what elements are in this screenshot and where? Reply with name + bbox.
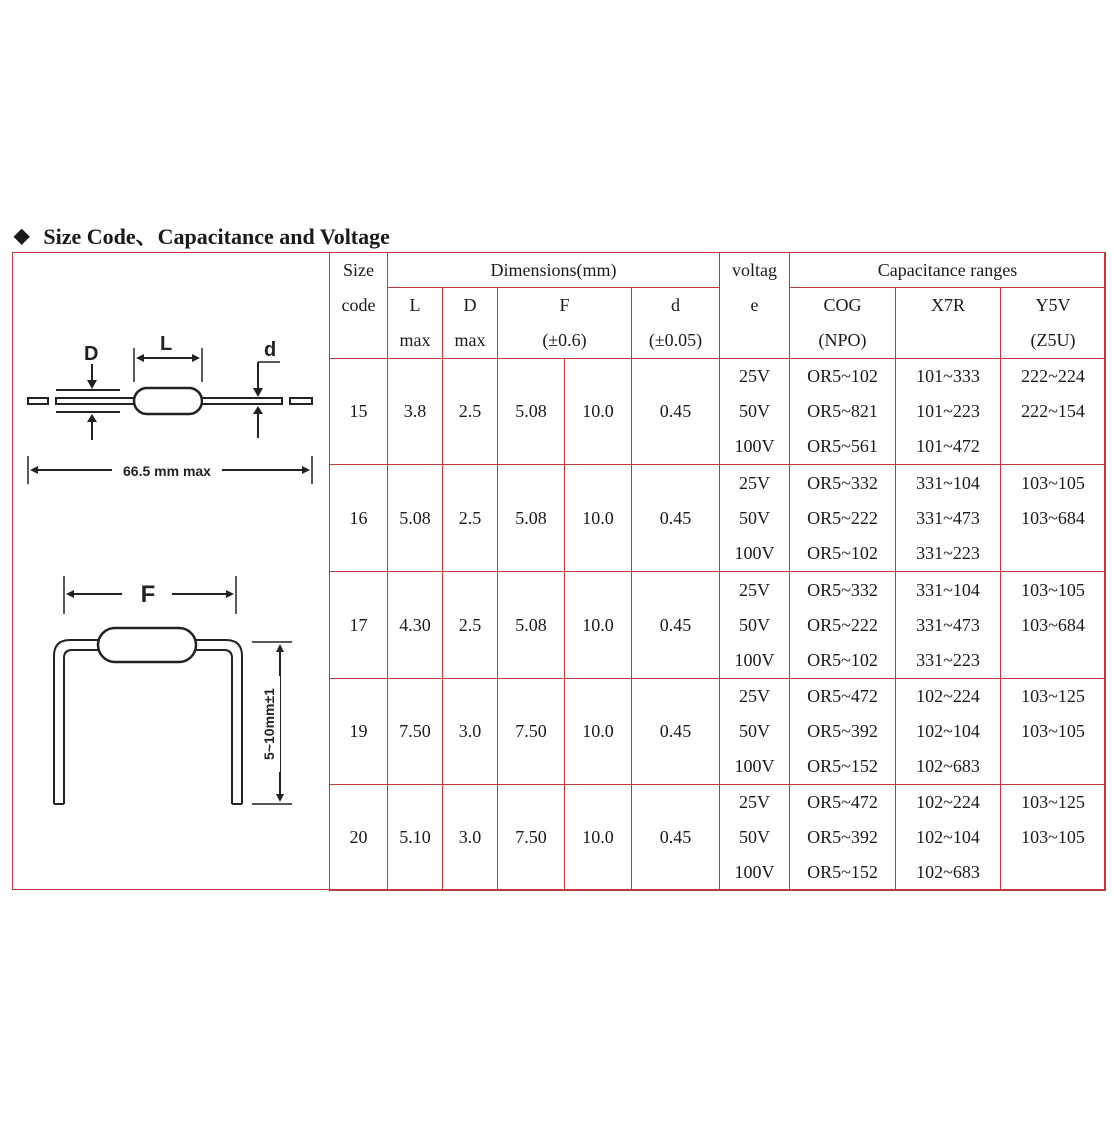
voltage-cell bbox=[720, 785, 790, 891]
y5v-cell-line: 103~105 bbox=[1021, 472, 1085, 493]
voltage-cell-line: 100V bbox=[734, 756, 775, 776]
lead-right-outer bbox=[192, 640, 242, 804]
lead-segment-right-end bbox=[290, 398, 312, 404]
label-L: L bbox=[160, 333, 173, 355]
voltage-cell bbox=[720, 679, 790, 785]
cog-cell-line: OR5~392 bbox=[807, 827, 878, 847]
voltage-cell-line: 25V bbox=[739, 366, 770, 386]
table-row bbox=[330, 785, 1106, 891]
y5v-cell-line bbox=[1001, 855, 1105, 890]
y5v-cell bbox=[1001, 465, 1106, 572]
y5v-cell-line: 103~684 bbox=[1021, 507, 1085, 528]
cog-cell-line: OR5~152 bbox=[807, 756, 878, 776]
x7r-cell bbox=[896, 572, 1001, 679]
voltage-cell-line: 25V bbox=[739, 792, 770, 812]
F-cell: 10.0 bbox=[565, 679, 632, 785]
x7r-cell bbox=[896, 465, 1001, 572]
lead-right-inner bbox=[192, 650, 232, 804]
d-cell: 0.45 bbox=[632, 679, 720, 785]
x7r-cell bbox=[896, 359, 1001, 465]
voltage-cell-line: 25V bbox=[739, 579, 770, 600]
header-row-1 bbox=[330, 253, 1106, 288]
voltage-cell-line: 50V bbox=[739, 721, 770, 741]
y5v-cell-line bbox=[1001, 429, 1105, 464]
header-row-3 bbox=[330, 323, 1106, 359]
y5v-cell bbox=[1001, 572, 1106, 679]
D-cell: 2.5 bbox=[443, 572, 498, 679]
size-cell: 19 bbox=[330, 679, 388, 785]
x7r-cell-line: 102~683 bbox=[916, 756, 980, 776]
x7r-cell-line: 102~683 bbox=[916, 862, 980, 882]
x7r-cell-line: 331~223 bbox=[916, 542, 980, 563]
voltage-cell-line: 50V bbox=[739, 507, 770, 528]
voltage-cell-line: 50V bbox=[739, 401, 770, 421]
header-y5v: Y5V bbox=[1001, 288, 1106, 323]
F-cell: 7.50 bbox=[498, 785, 565, 891]
y5v-cell-line: 103~105 bbox=[1021, 721, 1085, 741]
x7r-cell-line: 101~223 bbox=[916, 401, 980, 421]
cog-cell-line: OR5~102 bbox=[807, 542, 878, 563]
cog-cell-line: OR5~561 bbox=[807, 436, 878, 456]
header-dimensions: Dimensions(mm) bbox=[388, 253, 720, 288]
F-cell: 5.08 bbox=[498, 572, 565, 679]
header-voltage: voltag bbox=[720, 253, 790, 288]
y5v-cell-line bbox=[1001, 643, 1105, 678]
F-cell: 10.0 bbox=[565, 572, 632, 679]
lead-left bbox=[56, 398, 136, 404]
table-row bbox=[330, 465, 1106, 572]
y5v-cell-line: 103~684 bbox=[1021, 614, 1085, 635]
D-cell: 3.0 bbox=[443, 785, 498, 891]
L-cell: 7.50 bbox=[388, 679, 443, 785]
lead-right bbox=[202, 398, 282, 404]
F-cell: 10.0 bbox=[565, 359, 632, 465]
y5v-cell bbox=[1001, 359, 1106, 465]
voltage-cell-line: 100V bbox=[734, 649, 775, 670]
L-cell: 5.10 bbox=[388, 785, 443, 891]
size-cell: 16 bbox=[330, 465, 388, 572]
x7r-cell-line: 102~104 bbox=[916, 721, 980, 741]
y5v-cell-line: 222~154 bbox=[1021, 401, 1085, 421]
F-cell: 10.0 bbox=[565, 785, 632, 891]
x7r-cell bbox=[896, 679, 1001, 785]
formed-lead-figure bbox=[54, 576, 292, 804]
header-row-2 bbox=[330, 288, 1106, 323]
cog-cell-line: OR5~392 bbox=[807, 721, 878, 741]
header-y5v-sub: (Z5U) bbox=[1001, 323, 1106, 359]
voltage-cell-line: 100V bbox=[734, 862, 775, 882]
cog-cell-line: OR5~821 bbox=[807, 401, 878, 421]
cog-cell-line: OR5~332 bbox=[807, 472, 878, 493]
x7r-cell-line: 101~333 bbox=[916, 366, 980, 386]
header-capacitance: Capacitance ranges bbox=[790, 253, 1106, 288]
lead-left-inner bbox=[64, 650, 102, 804]
voltage-cell-line: 50V bbox=[739, 614, 770, 635]
cog-cell-line: OR5~102 bbox=[807, 649, 878, 670]
x7r-cell-line: 331~473 bbox=[916, 507, 980, 528]
header-D-sub: max bbox=[443, 323, 498, 359]
header-size: Size bbox=[330, 253, 388, 288]
height-range-label: 5~10mm±1 bbox=[261, 688, 277, 760]
voltage-cell bbox=[720, 572, 790, 679]
L-cell: 5.08 bbox=[388, 465, 443, 572]
cog-cell bbox=[790, 465, 896, 572]
x7r-cell-line: 331~223 bbox=[916, 649, 980, 670]
L-cell: 3.8 bbox=[388, 359, 443, 465]
cog-cell-line: OR5~152 bbox=[807, 862, 878, 882]
header-d-sub: (±0.05) bbox=[632, 323, 720, 359]
size-cell: 15 bbox=[330, 359, 388, 465]
x7r-cell-line: 331~473 bbox=[916, 614, 980, 635]
cog-cell bbox=[790, 785, 896, 891]
x7r-cell-line: 102~224 bbox=[916, 792, 980, 812]
header-L: L bbox=[388, 288, 443, 323]
cog-cell-line: OR5~472 bbox=[807, 686, 878, 706]
label-d: d bbox=[264, 339, 277, 361]
header-L-sub: max bbox=[388, 323, 443, 359]
y5v-cell bbox=[1001, 679, 1106, 785]
x7r-cell-line: 331~104 bbox=[916, 472, 980, 493]
header-code: code bbox=[330, 288, 388, 323]
cog-cell-line: OR5~222 bbox=[807, 507, 878, 528]
cog-cell bbox=[790, 359, 896, 465]
D-cell: 2.5 bbox=[443, 359, 498, 465]
header-cog: COG bbox=[790, 288, 896, 323]
section-heading bbox=[14, 220, 390, 250]
y5v-cell-line bbox=[1001, 536, 1105, 571]
formed-capacitor-body bbox=[98, 628, 196, 662]
x7r-cell-line: 101~472 bbox=[916, 436, 980, 456]
label-F: F bbox=[140, 581, 156, 608]
lead-left-outer bbox=[54, 640, 102, 804]
y5v-cell-line: 103~105 bbox=[1021, 827, 1085, 847]
x7r-cell-line: 331~104 bbox=[916, 579, 980, 600]
cog-cell-line: OR5~472 bbox=[807, 792, 878, 812]
x7r-cell bbox=[896, 785, 1001, 891]
y5v-cell-line: 222~224 bbox=[1021, 366, 1085, 386]
diamond-bullet-icon: ◆ bbox=[14, 224, 30, 247]
x7r-cell-line: 102~104 bbox=[916, 827, 980, 847]
y5v-cell-line: 103~125 bbox=[1021, 686, 1085, 706]
capacitor-body bbox=[134, 388, 202, 414]
header-x7r: X7R bbox=[896, 288, 1001, 323]
voltage-cell-line: 100V bbox=[734, 542, 775, 563]
F-cell: 5.08 bbox=[498, 359, 565, 465]
section-title: Size Code、Capacitance and Voltage bbox=[43, 223, 390, 249]
D-cell: 2.5 bbox=[443, 465, 498, 572]
dimension-figure-panel bbox=[12, 252, 330, 890]
voltage-cell-line: 100V bbox=[734, 436, 775, 456]
d-cell: 0.45 bbox=[632, 465, 720, 572]
cog-cell-line: OR5~332 bbox=[807, 579, 878, 600]
capacitor-dimension-drawing bbox=[12, 252, 330, 890]
header-d: d bbox=[632, 288, 720, 323]
table-row bbox=[330, 572, 1106, 679]
y5v-cell-line bbox=[1001, 749, 1105, 784]
header-cog-sub: (NPO) bbox=[790, 323, 896, 359]
voltage-cell bbox=[720, 359, 790, 465]
header-D: D bbox=[443, 288, 498, 323]
header-F-sub: (±0.6) bbox=[498, 323, 632, 359]
voltage-cell bbox=[720, 465, 790, 572]
x7r-cell-line: 102~224 bbox=[916, 686, 980, 706]
voltage-cell-line: 50V bbox=[739, 827, 770, 847]
d-cell: 0.45 bbox=[632, 359, 720, 465]
header-voltage-cont: e bbox=[720, 288, 790, 323]
lead-segment-left-end bbox=[28, 398, 48, 404]
voltage-cell-line: 25V bbox=[739, 472, 770, 493]
d-cell: 0.45 bbox=[632, 785, 720, 891]
table-row bbox=[330, 679, 1106, 785]
cog-cell bbox=[790, 679, 896, 785]
voltage-cell-line: 25V bbox=[739, 686, 770, 706]
table-row bbox=[330, 359, 1106, 465]
label-D: D bbox=[84, 343, 99, 365]
cog-cell-line: OR5~102 bbox=[807, 366, 878, 386]
size-code-table bbox=[329, 252, 1106, 891]
y5v-cell-line: 103~105 bbox=[1021, 579, 1085, 600]
d-cell: 0.45 bbox=[632, 572, 720, 679]
header-F: F bbox=[498, 288, 632, 323]
cog-cell bbox=[790, 572, 896, 679]
F-cell: 5.08 bbox=[498, 465, 565, 572]
F-cell: 7.50 bbox=[498, 679, 565, 785]
size-cell: 20 bbox=[330, 785, 388, 891]
cog-cell-line: OR5~222 bbox=[807, 614, 878, 635]
L-cell: 4.30 bbox=[388, 572, 443, 679]
size-cell: 17 bbox=[330, 572, 388, 679]
y5v-cell-line: 103~125 bbox=[1021, 792, 1085, 812]
y5v-cell bbox=[1001, 785, 1106, 891]
F-cell: 10.0 bbox=[565, 465, 632, 572]
overall-length-label: 66.5 mm max bbox=[123, 463, 211, 479]
D-cell: 3.0 bbox=[443, 679, 498, 785]
